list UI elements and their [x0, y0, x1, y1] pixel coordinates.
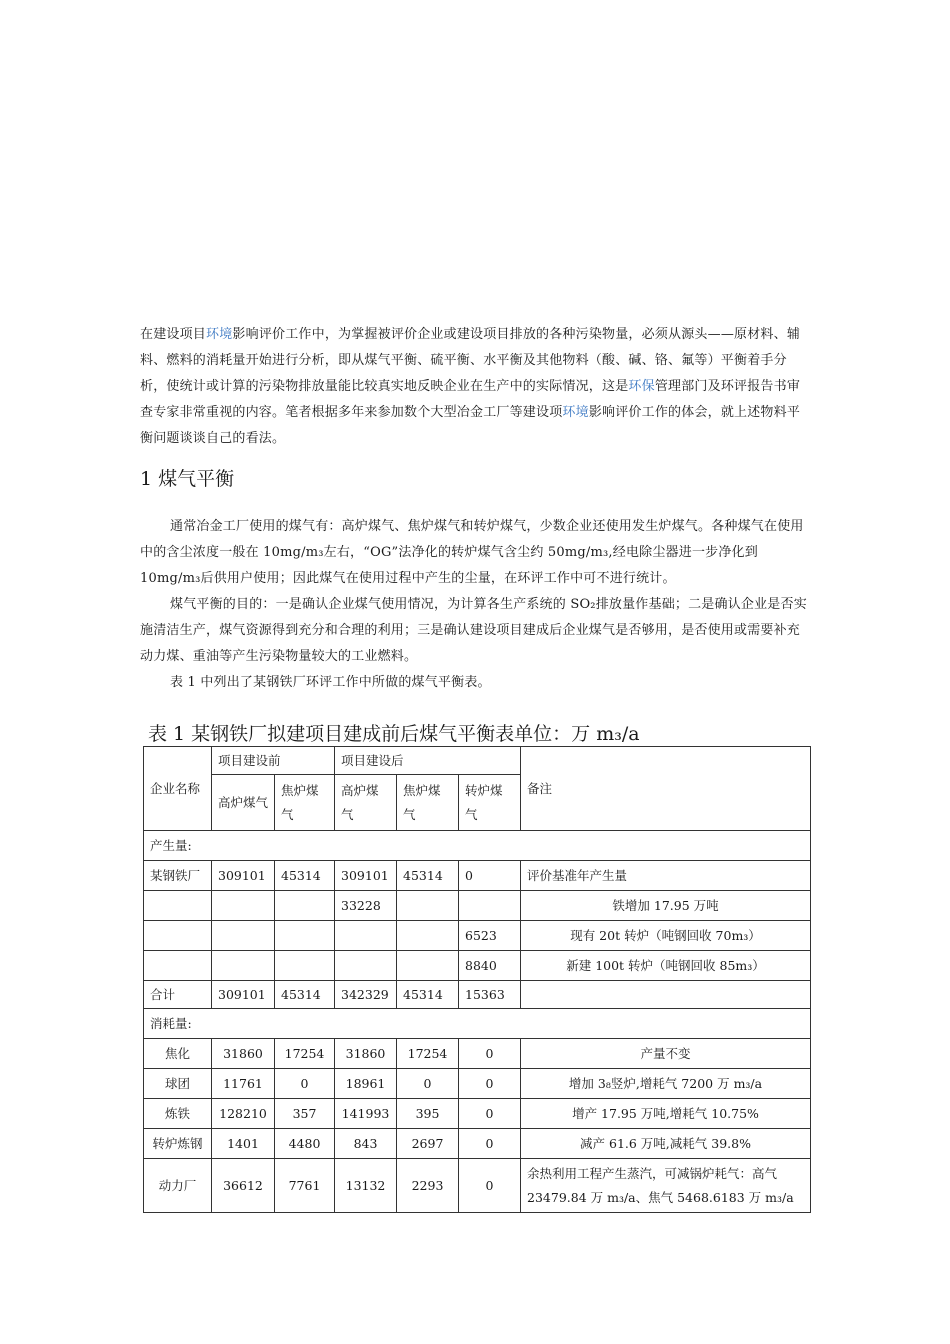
header-coke-gas-after: 焦炉煤气 — [397, 775, 459, 831]
table-header — [144, 747, 811, 831]
table-cell: 31860 — [212, 1039, 275, 1069]
production-section — [144, 831, 811, 861]
link-environment-2[interactable]: 环境 — [562, 405, 589, 420]
table-row — [144, 951, 811, 981]
table-row — [144, 1129, 811, 1159]
table-cell: 炼铁 — [144, 1099, 212, 1129]
table-cell: 342329 — [335, 981, 397, 1009]
table-intro-paragraph: 表 1 中列出了某钢铁厂环评工作中所做的煤气平衡表。 — [170, 675, 491, 690]
table-row — [144, 1069, 811, 1099]
table-cell: 0 — [459, 1159, 521, 1213]
table-cell: 0 — [459, 1099, 521, 1129]
table-cell: 45314 — [275, 981, 335, 1009]
consumption-rows — [144, 1039, 811, 1213]
table-cell: 18961 — [335, 1069, 397, 1099]
table-cell — [397, 891, 459, 921]
table-cell: 0 — [275, 1069, 335, 1099]
table-cell — [459, 891, 521, 921]
production-label: 产生量: — [144, 831, 811, 861]
table-cell — [397, 951, 459, 981]
table-cell: 增加 3₈竖炉,增耗气 7200 万 m₃/a — [521, 1069, 811, 1099]
table-cell: 球团 — [144, 1069, 212, 1099]
table-cell: 395 — [397, 1099, 459, 1129]
table-row — [144, 861, 811, 891]
intro-text-2: 影响评价工作中，为掌握被评价企业或建设项目排放的各种污染物量，必须从源头——原材料、辅料、燃料的消耗量开始进行分析，即从煤气平衡、硫平衡、水平衡及其他物料（酸、碱、铬、氟等）平衡着手分析，使统计或计算的污染物排放量能比较真实地反映企业在生产中的实际情况，这是 — [140, 327, 801, 394]
table-cell: 动力厂 — [144, 1159, 212, 1213]
header-coke-gas-before: 焦炉煤气 — [275, 775, 335, 831]
table-cell: 0 — [397, 1069, 459, 1099]
table-cell — [212, 891, 275, 921]
table-cell: 4480 — [275, 1129, 335, 1159]
table-cell — [144, 921, 212, 951]
table-cell — [212, 951, 275, 981]
table-cell: 2293 — [397, 1159, 459, 1213]
table-cell: 0 — [459, 1129, 521, 1159]
production-rows — [144, 861, 811, 1009]
table-cell: 现有 20t 转炉（吨钢回收 70m₃） — [521, 921, 811, 951]
consumption-label: 消耗量: — [144, 1009, 811, 1039]
table-cell: 17254 — [397, 1039, 459, 1069]
table-cell: 0 — [459, 1069, 521, 1099]
intro-text-1: 在建设项目 — [140, 327, 207, 342]
header-company: 企业名称 — [144, 747, 212, 831]
table-cell — [275, 951, 335, 981]
table-cell: 新建 100t 转炉（吨钢回收 85m₃） — [521, 951, 811, 981]
table-cell: 843 — [335, 1129, 397, 1159]
table-cell: 产量不变 — [521, 1039, 811, 1069]
section-title-gas-balance: 1 煤气平衡 — [140, 468, 235, 490]
table-cell: 357 — [275, 1099, 335, 1129]
table-cell: 309101 — [335, 861, 397, 891]
gas-balance-purpose-paragraph: 煤气平衡的目的：一是确认企业煤气使用情况，为计算各生产系统的 SO₂排放量作基础；二是确认企业是否实施清洁生产，煤气资源得到充分和合理的利用；三是确认建设项目建成后企业煤气是否够用，是否使用或需要补充动力煤、重油等产生污染物量较大的工业燃料。 — [140, 597, 807, 664]
table-cell: 评价基准年产生量 — [521, 861, 811, 891]
table-cell: 33228 — [335, 891, 397, 921]
table-cell: 11761 — [212, 1069, 275, 1099]
table-cell: 2697 — [397, 1129, 459, 1159]
header-conv-gas-after: 转炉煤气 — [459, 775, 521, 831]
table-cell: 0 — [459, 861, 521, 891]
table-cell: 余热利用工程产生蒸汽，可减锅炉耗气：高气 23479.84 万 m₃/a、焦气 5468.6183 万 m₃/a — [521, 1159, 811, 1213]
table-row — [144, 981, 811, 1009]
header-after: 项目建设后 — [335, 747, 521, 775]
table-cell — [397, 921, 459, 951]
table-row — [144, 921, 811, 951]
gas-types-paragraph: 通常冶金工厂使用的煤气有：高炉煤气、焦炉煤气和转炉煤气，少数企业还使用发生炉煤气。各种煤气在使用中的含尘浓度一般在 10mg/m₃左右，“OG”法净化的转炉煤气含尘约 50mg/m₃,经电除尘器进一步净化到 10mg/m₃后供用户使用；因此煤气在使用过程中产生的尘量，在环评工作中可不进行统计。 — [140, 519, 804, 586]
table-cell: 45314 — [397, 861, 459, 891]
table-cell — [144, 891, 212, 921]
table-cell: 某钢铁厂 — [144, 861, 212, 891]
table-cell — [335, 921, 397, 951]
table-cell: 1401 — [212, 1129, 275, 1159]
table-cell — [144, 951, 212, 981]
table-row — [144, 1039, 811, 1069]
intro-paragraph — [140, 322, 812, 452]
table-cell: 141993 — [335, 1099, 397, 1129]
table-cell: 合计 — [144, 981, 212, 1009]
table-cell: 45314 — [275, 861, 335, 891]
table-cell: 128210 — [212, 1099, 275, 1129]
table-cell — [521, 981, 811, 1009]
table-row — [144, 891, 811, 921]
table-cell: 17254 — [275, 1039, 335, 1069]
intro-text-4: 影响评价工作的体会，就上述物料平衡问题谈谈自己的看法。 — [140, 405, 801, 446]
table-cell: 309101 — [212, 981, 275, 1009]
table-cell — [275, 891, 335, 921]
table-cell: 铁增加 17.95 万吨 — [521, 891, 811, 921]
table-cell: 6523 — [459, 921, 521, 951]
gas-balance-table — [143, 746, 811, 1213]
table-cell: 增产 17.95 万吨,增耗气 10.75% — [521, 1099, 811, 1129]
header-before: 项目建设前 — [212, 747, 335, 775]
table-cell: 转炉炼钢 — [144, 1129, 212, 1159]
header-note: 备注 — [521, 747, 811, 831]
table-cell: 309101 — [212, 861, 275, 891]
header-bf-gas-before: 高炉煤气 — [212, 775, 275, 831]
table-row — [144, 1099, 811, 1129]
table-cell: 焦化 — [144, 1039, 212, 1069]
table-cell: 7761 — [275, 1159, 335, 1213]
intro-text-3: 管理部门及环评报告书审查专家非常重视的内容。笔者根据多年来参加数个大型冶金工厂等建设项 — [140, 379, 801, 420]
table-cell — [212, 921, 275, 951]
header-bf-gas-after: 高炉煤气 — [335, 775, 397, 831]
table-cell: 31860 — [335, 1039, 397, 1069]
table-cell: 13132 — [335, 1159, 397, 1213]
table-cell — [275, 921, 335, 951]
table-row — [144, 1159, 811, 1213]
table-cell — [335, 951, 397, 981]
link-environmental-protection[interactable]: 环保 — [628, 379, 655, 394]
table-cell: 36612 — [212, 1159, 275, 1213]
table-cell: 8840 — [459, 951, 521, 981]
table-cell: 减产 61.6 万吨,减耗气 39.8% — [521, 1129, 811, 1159]
table-cell: 15363 — [459, 981, 521, 1009]
table-cell: 45314 — [397, 981, 459, 1009]
table-title: 表 1 某钢铁厂拟建项目建成前后煤气平衡表单位：万 m₃/a — [148, 723, 640, 745]
consumption-section — [144, 1009, 811, 1039]
table-cell: 0 — [459, 1039, 521, 1069]
link-environment-1[interactable]: 环境 — [206, 327, 233, 342]
